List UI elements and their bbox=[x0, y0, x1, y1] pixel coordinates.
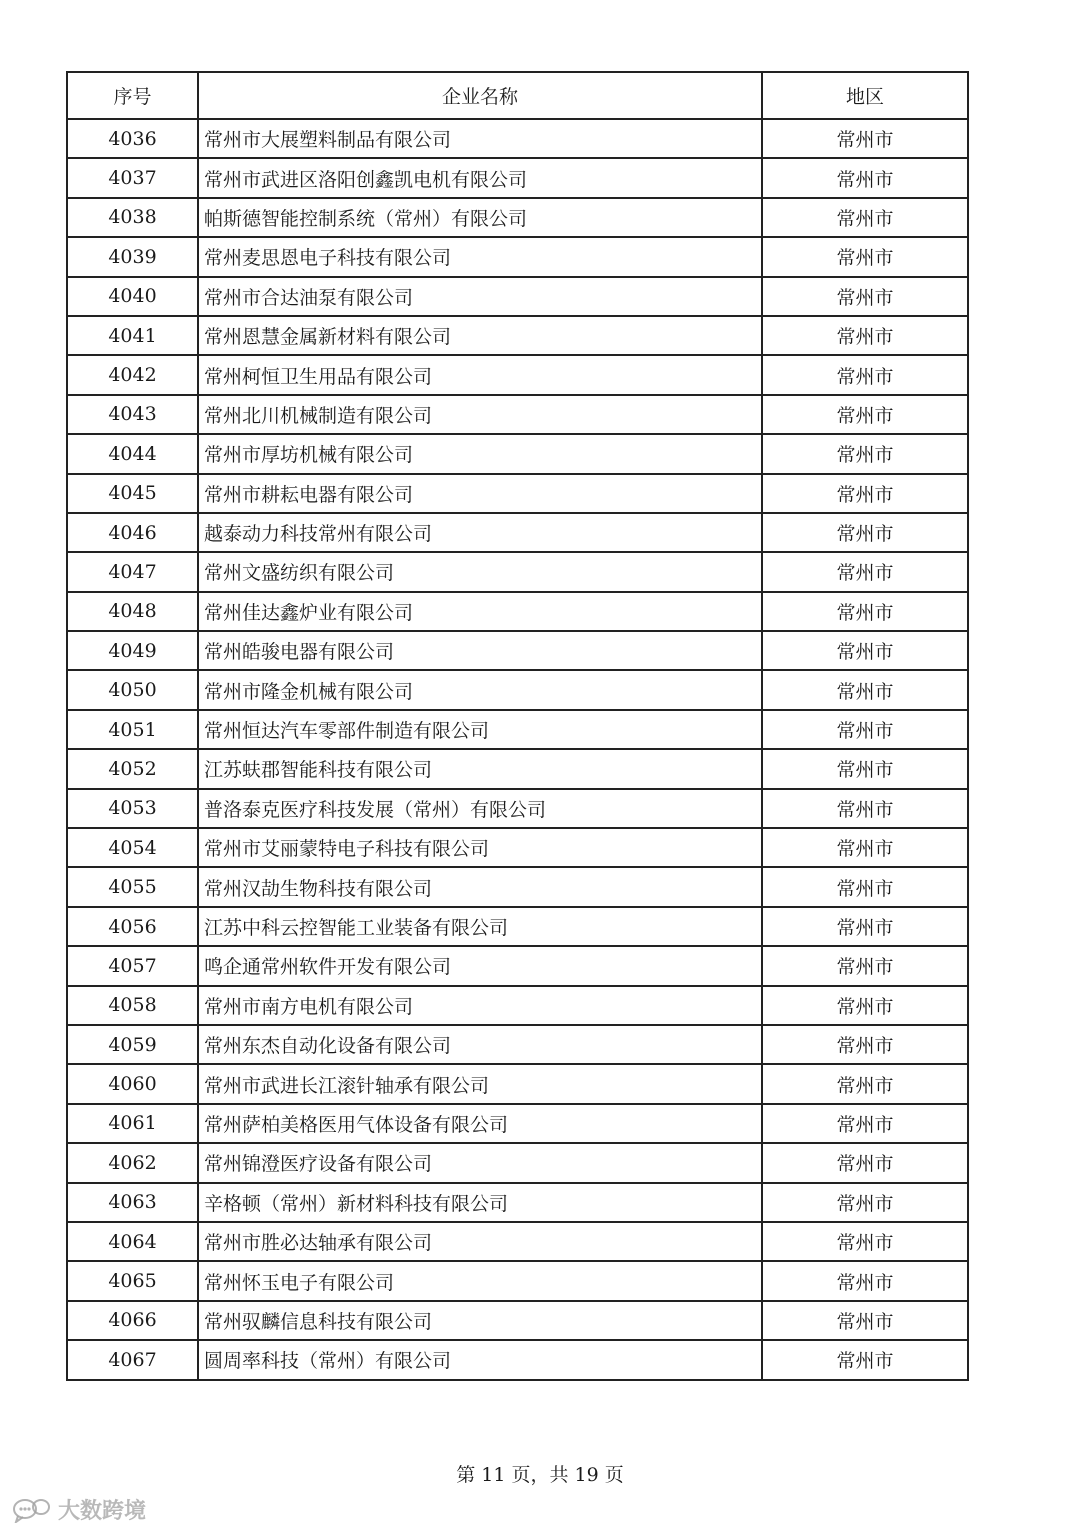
row-region-cell: 常州市 bbox=[762, 710, 968, 749]
table-row bbox=[67, 710, 968, 749]
table-row bbox=[67, 1183, 968, 1222]
table-row bbox=[67, 1104, 968, 1143]
row-company-name-cell: 常州市南方电机有限公司 bbox=[198, 986, 762, 1025]
row-company-name-cell: 常州锦澄医疗设备有限公司 bbox=[198, 1143, 762, 1182]
row-company-name-cell: 江苏中科云控智能工业装备有限公司 bbox=[198, 907, 762, 946]
table-row bbox=[67, 1143, 968, 1182]
row-company-name-cell: 常州皓骏电器有限公司 bbox=[198, 631, 762, 670]
row-seq-cell: 4046 bbox=[67, 513, 198, 552]
table-row bbox=[67, 867, 968, 906]
table-row bbox=[67, 670, 968, 709]
row-region-cell: 常州市 bbox=[762, 198, 968, 237]
row-region-cell: 常州市 bbox=[762, 1340, 968, 1379]
row-company-name-cell: 常州市武进区洛阳创鑫凯电机有限公司 bbox=[198, 158, 762, 197]
row-seq-cell: 4060 bbox=[67, 1064, 198, 1103]
table-row bbox=[67, 1222, 968, 1261]
row-seq-cell: 4041 bbox=[67, 316, 198, 355]
table-row bbox=[67, 986, 968, 1025]
row-region-cell: 常州市 bbox=[762, 631, 968, 670]
row-region-cell: 常州市 bbox=[762, 316, 968, 355]
table-row bbox=[67, 1261, 968, 1300]
table-row bbox=[67, 828, 968, 867]
row-seq-cell: 4061 bbox=[67, 1104, 198, 1143]
row-company-name-cell: 圆周率科技（常州）有限公司 bbox=[198, 1340, 762, 1379]
row-seq-cell: 4036 bbox=[67, 119, 198, 158]
row-seq-cell: 4064 bbox=[67, 1222, 198, 1261]
row-seq-cell: 4052 bbox=[67, 749, 198, 788]
row-company-name-cell: 常州市耕耘电器有限公司 bbox=[198, 474, 762, 513]
chat-bubble-icon bbox=[12, 1497, 52, 1523]
row-company-name-cell: 常州柯恒卫生用品有限公司 bbox=[198, 355, 762, 394]
row-seq-cell: 4037 bbox=[67, 158, 198, 197]
row-seq-cell: 4049 bbox=[67, 631, 198, 670]
row-seq-cell: 4055 bbox=[67, 867, 198, 906]
table-row bbox=[67, 749, 968, 788]
company-list-table-container bbox=[66, 71, 967, 1381]
row-region-cell: 常州市 bbox=[762, 592, 968, 631]
row-seq-cell: 4050 bbox=[67, 670, 198, 709]
row-company-name-cell: 越泰动力科技常州有限公司 bbox=[198, 513, 762, 552]
row-region-cell: 常州市 bbox=[762, 828, 968, 867]
table-row bbox=[67, 355, 968, 394]
row-region-cell: 常州市 bbox=[762, 1104, 968, 1143]
row-company-name-cell: 常州市合达油泵有限公司 bbox=[198, 277, 762, 316]
table-row bbox=[67, 946, 968, 985]
row-region-cell: 常州市 bbox=[762, 474, 968, 513]
header-company-name: 企业名称 bbox=[198, 72, 762, 119]
row-company-name-cell: 常州文盛纺织有限公司 bbox=[198, 552, 762, 591]
row-seq-cell: 4058 bbox=[67, 986, 198, 1025]
row-region-cell: 常州市 bbox=[762, 1222, 968, 1261]
table-header-row bbox=[67, 72, 968, 119]
row-region-cell: 常州市 bbox=[762, 1064, 968, 1103]
row-region-cell: 常州市 bbox=[762, 158, 968, 197]
row-seq-cell: 4042 bbox=[67, 355, 198, 394]
row-company-name-cell: 常州佳达鑫炉业有限公司 bbox=[198, 592, 762, 631]
row-company-name-cell: 江苏蚨郡智能科技有限公司 bbox=[198, 749, 762, 788]
row-seq-cell: 4063 bbox=[67, 1183, 198, 1222]
table-row bbox=[67, 1340, 968, 1379]
table-row bbox=[67, 1064, 968, 1103]
row-region-cell: 常州市 bbox=[762, 1183, 968, 1222]
header-region: 地区 bbox=[762, 72, 968, 119]
row-company-name-cell: 常州恩慧金属新材料有限公司 bbox=[198, 316, 762, 355]
row-company-name-cell: 常州市胜必达轴承有限公司 bbox=[198, 1222, 762, 1261]
table-row bbox=[67, 552, 968, 591]
row-region-cell: 常州市 bbox=[762, 789, 968, 828]
table-row bbox=[67, 592, 968, 631]
table-row bbox=[67, 789, 968, 828]
table-row bbox=[67, 907, 968, 946]
company-list-table bbox=[66, 71, 969, 1381]
row-seq-cell: 4045 bbox=[67, 474, 198, 513]
row-region-cell: 常州市 bbox=[762, 1301, 968, 1340]
row-seq-cell: 4057 bbox=[67, 946, 198, 985]
row-company-name-cell: 常州萨柏美格医用气体设备有限公司 bbox=[198, 1104, 762, 1143]
row-region-cell: 常州市 bbox=[762, 434, 968, 473]
table-row bbox=[67, 1025, 968, 1064]
table-row bbox=[67, 395, 968, 434]
row-company-name-cell: 普洛泰克医疗科技发展（常州）有限公司 bbox=[198, 789, 762, 828]
row-seq-cell: 4043 bbox=[67, 395, 198, 434]
row-company-name-cell: 常州市厚坊机械有限公司 bbox=[198, 434, 762, 473]
row-seq-cell: 4048 bbox=[67, 592, 198, 631]
row-company-name-cell: 辛格顿（常州）新材料科技有限公司 bbox=[198, 1183, 762, 1222]
row-region-cell: 常州市 bbox=[762, 395, 968, 434]
row-seq-cell: 4039 bbox=[67, 237, 198, 276]
table-row bbox=[67, 434, 968, 473]
row-region-cell: 常州市 bbox=[762, 986, 968, 1025]
row-seq-cell: 4040 bbox=[67, 277, 198, 316]
row-seq-cell: 4056 bbox=[67, 907, 198, 946]
row-seq-cell: 4066 bbox=[67, 1301, 198, 1340]
row-company-name-cell: 常州市艾丽蒙特电子科技有限公司 bbox=[198, 828, 762, 867]
row-company-name-cell: 常州汉劼生物科技有限公司 bbox=[198, 867, 762, 906]
row-seq-cell: 4051 bbox=[67, 710, 198, 749]
table-row bbox=[67, 277, 968, 316]
row-company-name-cell: 常州东杰自动化设备有限公司 bbox=[198, 1025, 762, 1064]
table-row bbox=[67, 119, 968, 158]
row-region-cell: 常州市 bbox=[762, 552, 968, 591]
row-region-cell: 常州市 bbox=[762, 513, 968, 552]
row-company-name-cell: 常州怀玉电子有限公司 bbox=[198, 1261, 762, 1300]
row-seq-cell: 4044 bbox=[67, 434, 198, 473]
row-region-cell: 常州市 bbox=[762, 119, 968, 158]
row-company-name-cell: 常州恒达汽车零部件制造有限公司 bbox=[198, 710, 762, 749]
row-seq-cell: 4038 bbox=[67, 198, 198, 237]
row-company-name-cell: 常州市武进长江滚针轴承有限公司 bbox=[198, 1064, 762, 1103]
row-seq-cell: 4062 bbox=[67, 1143, 198, 1182]
row-company-name-cell: 常州市隆金机械有限公司 bbox=[198, 670, 762, 709]
table-body bbox=[67, 119, 968, 1380]
page-number: 第 11 页，共 19 页 bbox=[456, 1464, 624, 1486]
row-region-cell: 常州市 bbox=[762, 907, 968, 946]
row-company-name-cell: 常州市大展塑料制品有限公司 bbox=[198, 119, 762, 158]
row-seq-cell: 4065 bbox=[67, 1261, 198, 1300]
row-company-name-cell: 帕斯德智能控制系统（常州）有限公司 bbox=[198, 198, 762, 237]
table-row bbox=[67, 1301, 968, 1340]
watermark-text: 大数跨境 bbox=[58, 1499, 147, 1524]
row-region-cell: 常州市 bbox=[762, 867, 968, 906]
row-region-cell: 常州市 bbox=[762, 1025, 968, 1064]
row-company-name-cell: 常州驭麟信息科技有限公司 bbox=[198, 1301, 762, 1340]
row-region-cell: 常州市 bbox=[762, 1143, 968, 1182]
table-row bbox=[67, 316, 968, 355]
row-company-name-cell: 常州北川机械制造有限公司 bbox=[198, 395, 762, 434]
table-row bbox=[67, 631, 968, 670]
row-seq-cell: 4059 bbox=[67, 1025, 198, 1064]
row-company-name-cell: 常州麦思恩电子科技有限公司 bbox=[198, 237, 762, 276]
row-seq-cell: 4053 bbox=[67, 789, 198, 828]
row-region-cell: 常州市 bbox=[762, 670, 968, 709]
table-row bbox=[67, 158, 968, 197]
row-company-name-cell: 鸣企通常州软件开发有限公司 bbox=[198, 946, 762, 985]
table-row bbox=[67, 198, 968, 237]
table-row bbox=[67, 513, 968, 552]
header-seq: 序号 bbox=[67, 72, 198, 119]
row-seq-cell: 4067 bbox=[67, 1340, 198, 1379]
row-region-cell: 常州市 bbox=[762, 237, 968, 276]
row-region-cell: 常州市 bbox=[762, 277, 968, 316]
row-seq-cell: 4047 bbox=[67, 552, 198, 591]
watermark bbox=[12, 1494, 146, 1525]
row-region-cell: 常州市 bbox=[762, 355, 968, 394]
row-region-cell: 常州市 bbox=[762, 749, 968, 788]
table-row bbox=[67, 474, 968, 513]
table-row bbox=[67, 237, 968, 276]
row-region-cell: 常州市 bbox=[762, 1261, 968, 1300]
row-seq-cell: 4054 bbox=[67, 828, 198, 867]
row-region-cell: 常州市 bbox=[762, 946, 968, 985]
